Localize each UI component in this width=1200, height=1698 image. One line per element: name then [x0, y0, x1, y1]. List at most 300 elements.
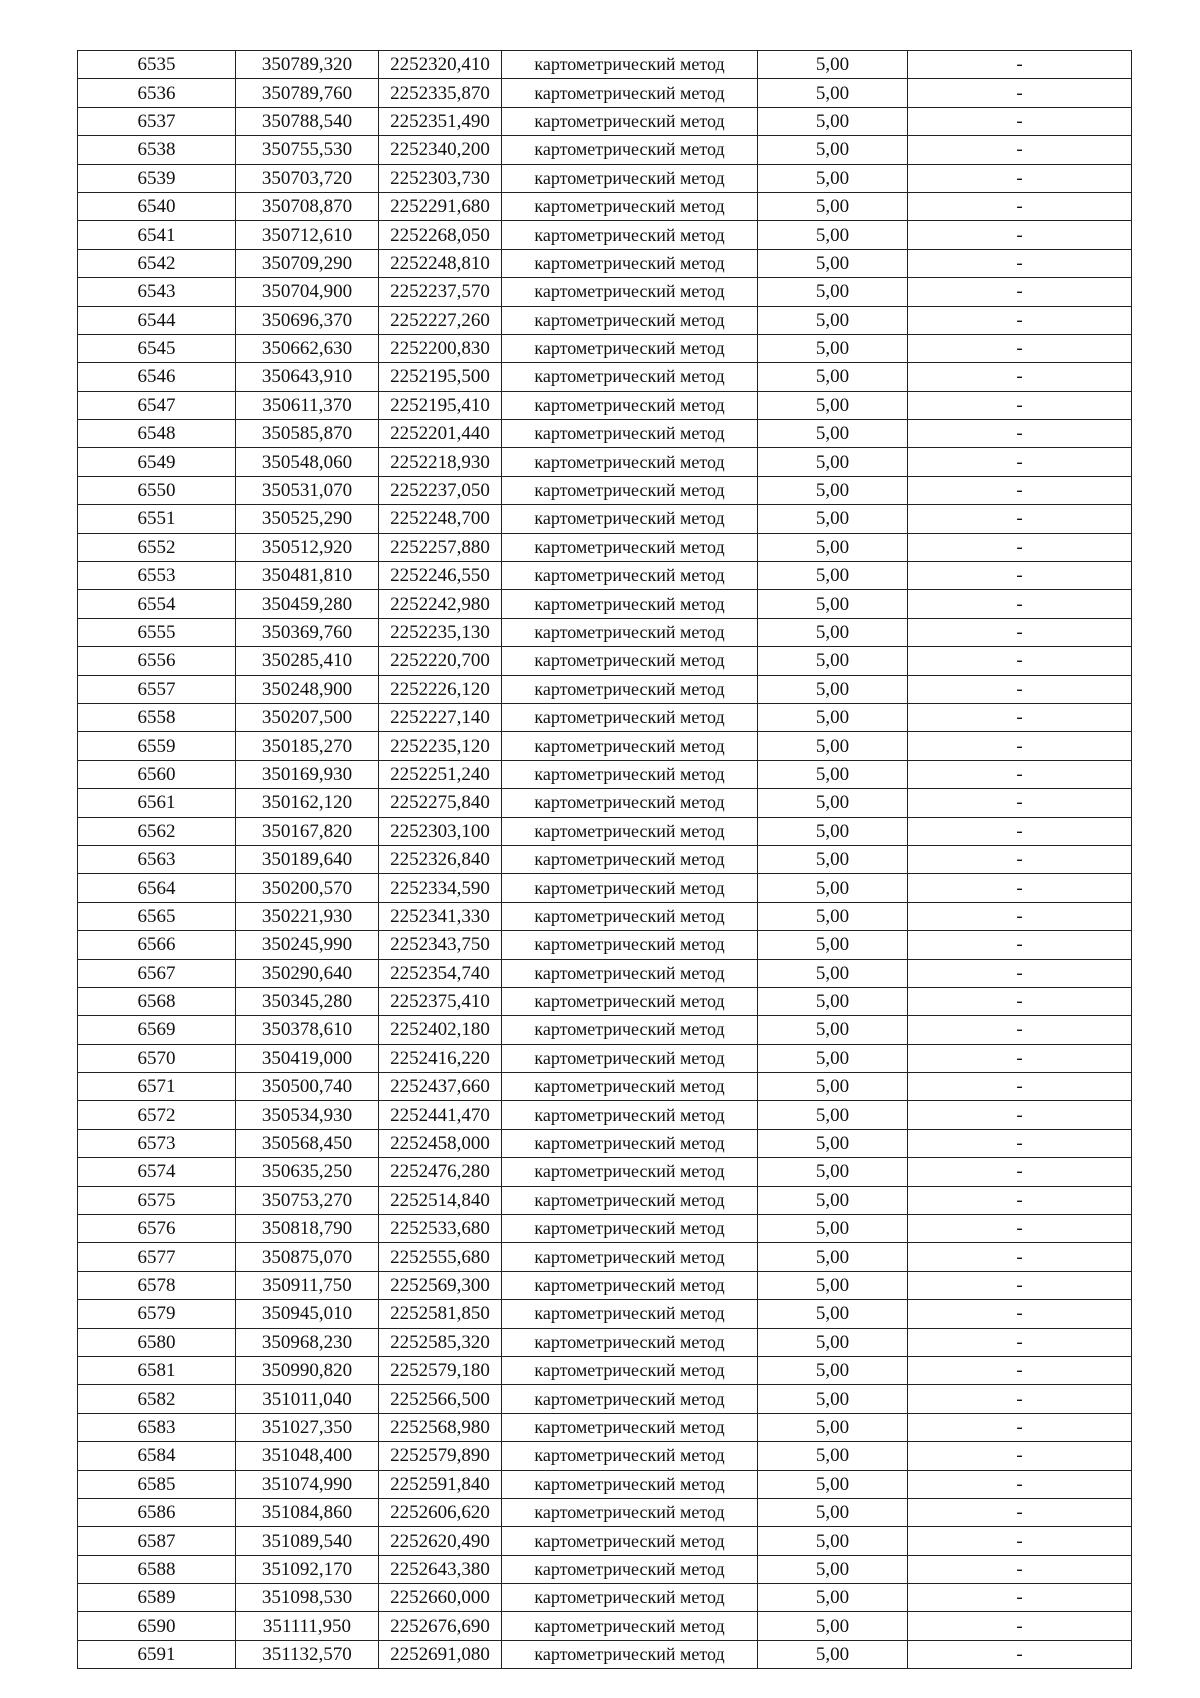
x-coordinate-cell: 350788,540 — [236, 107, 379, 135]
y-coordinate-cell: 2252227,140 — [379, 703, 502, 731]
point-number-cell: 6570 — [78, 1044, 236, 1072]
note-cell: - — [908, 1101, 1132, 1129]
table-row — [78, 221, 1132, 249]
method-cell: картометрический метод — [502, 902, 758, 930]
table-row — [78, 1215, 1132, 1243]
point-number-cell: 6571 — [78, 1073, 236, 1101]
table-row — [78, 249, 1132, 277]
y-coordinate-cell: 2252235,130 — [379, 618, 502, 646]
method-cell: картометрический метод — [502, 1215, 758, 1243]
point-number-cell: 6559 — [78, 732, 236, 760]
point-number-cell: 6591 — [78, 1640, 236, 1668]
y-coordinate-cell: 2252591,840 — [379, 1470, 502, 1498]
method-cell: картометрический метод — [502, 1129, 758, 1157]
point-number-cell: 6564 — [78, 874, 236, 902]
x-coordinate-cell: 350662,630 — [236, 334, 379, 362]
method-cell: картометрический метод — [502, 306, 758, 334]
y-coordinate-cell: 2252218,930 — [379, 448, 502, 476]
table-row — [78, 760, 1132, 788]
accuracy-cell: 5,00 — [758, 192, 908, 220]
method-cell: картометрический метод — [502, 987, 758, 1015]
note-cell: - — [908, 1442, 1132, 1470]
x-coordinate-cell: 350534,930 — [236, 1101, 379, 1129]
accuracy-cell: 5,00 — [758, 1271, 908, 1299]
method-cell: картометрический метод — [502, 647, 758, 675]
note-cell: - — [908, 931, 1132, 959]
method-cell: картометрический метод — [502, 817, 758, 845]
y-coordinate-cell: 2252268,050 — [379, 221, 502, 249]
accuracy-cell: 5,00 — [758, 476, 908, 504]
method-cell: картометрический метод — [502, 448, 758, 476]
method-cell: картометрический метод — [502, 334, 758, 362]
accuracy-cell: 5,00 — [758, 1215, 908, 1243]
accuracy-cell: 5,00 — [758, 1470, 908, 1498]
table-row — [78, 987, 1132, 1015]
note-cell: - — [908, 391, 1132, 419]
x-coordinate-cell: 350207,500 — [236, 703, 379, 731]
x-coordinate-cell: 350755,530 — [236, 136, 379, 164]
x-coordinate-cell: 350712,610 — [236, 221, 379, 249]
x-coordinate-cell: 350945,010 — [236, 1300, 379, 1328]
accuracy-cell: 5,00 — [758, 789, 908, 817]
y-coordinate-cell: 2252201,440 — [379, 420, 502, 448]
method-cell: картометрический метод — [502, 1498, 758, 1526]
y-coordinate-cell: 2252275,840 — [379, 789, 502, 817]
method-cell: картометрический метод — [502, 1385, 758, 1413]
table-row — [78, 1584, 1132, 1612]
method-cell: картометрический метод — [502, 249, 758, 277]
y-coordinate-cell: 2252437,660 — [379, 1073, 502, 1101]
accuracy-cell: 5,00 — [758, 306, 908, 334]
method-cell: картометрический метод — [502, 278, 758, 306]
y-coordinate-cell: 2252643,380 — [379, 1555, 502, 1583]
table-row — [78, 1612, 1132, 1640]
method-cell: картометрический метод — [502, 675, 758, 703]
point-number-cell: 6575 — [78, 1186, 236, 1214]
method-cell: картометрический метод — [502, 1413, 758, 1441]
y-coordinate-cell: 2252303,730 — [379, 164, 502, 192]
method-cell: картометрический метод — [502, 221, 758, 249]
note-cell: - — [908, 278, 1132, 306]
accuracy-cell: 5,00 — [758, 505, 908, 533]
accuracy-cell: 5,00 — [758, 760, 908, 788]
note-cell: - — [908, 590, 1132, 618]
table-row — [78, 164, 1132, 192]
y-coordinate-cell: 2252195,500 — [379, 363, 502, 391]
note-cell: - — [908, 79, 1132, 107]
accuracy-cell: 5,00 — [758, 1129, 908, 1157]
y-coordinate-cell: 2252341,330 — [379, 902, 502, 930]
method-cell: картометрический метод — [502, 1016, 758, 1044]
method-cell: картометрический метод — [502, 136, 758, 164]
note-cell: - — [908, 845, 1132, 873]
point-number-cell: 6580 — [78, 1328, 236, 1356]
accuracy-cell: 5,00 — [758, 1356, 908, 1384]
note-cell: - — [908, 760, 1132, 788]
x-coordinate-cell: 350568,450 — [236, 1129, 379, 1157]
y-coordinate-cell: 2252533,680 — [379, 1215, 502, 1243]
y-coordinate-cell: 2252416,220 — [379, 1044, 502, 1072]
table-row — [78, 845, 1132, 873]
y-coordinate-cell: 2252248,700 — [379, 505, 502, 533]
accuracy-cell: 5,00 — [758, 959, 908, 987]
method-cell: картометрический метод — [502, 51, 758, 79]
accuracy-cell: 5,00 — [758, 1498, 908, 1526]
x-coordinate-cell: 350525,290 — [236, 505, 379, 533]
note-cell: - — [908, 420, 1132, 448]
y-coordinate-cell: 2252691,080 — [379, 1640, 502, 1668]
table-row — [78, 1640, 1132, 1668]
table-row — [78, 448, 1132, 476]
note-cell: - — [908, 363, 1132, 391]
accuracy-cell: 5,00 — [758, 1158, 908, 1186]
method-cell: картометрический метод — [502, 1640, 758, 1668]
x-coordinate-cell: 350548,060 — [236, 448, 379, 476]
table-row — [78, 1470, 1132, 1498]
y-coordinate-cell: 2252375,410 — [379, 987, 502, 1015]
note-cell: - — [908, 1498, 1132, 1526]
x-coordinate-cell: 350285,410 — [236, 647, 379, 675]
note-cell: - — [908, 618, 1132, 646]
note-cell: - — [908, 164, 1132, 192]
accuracy-cell: 5,00 — [758, 902, 908, 930]
method-cell: картометрический метод — [502, 1271, 758, 1299]
table-row — [78, 136, 1132, 164]
method-cell: картометрический метод — [502, 533, 758, 561]
x-coordinate-cell: 350708,870 — [236, 192, 379, 220]
y-coordinate-cell: 2252343,750 — [379, 931, 502, 959]
note-cell: - — [908, 533, 1132, 561]
point-number-cell: 6535 — [78, 51, 236, 79]
x-coordinate-cell: 351132,570 — [236, 1640, 379, 1668]
point-number-cell: 6539 — [78, 164, 236, 192]
method-cell: картометрический метод — [502, 732, 758, 760]
note-cell: - — [908, 1300, 1132, 1328]
y-coordinate-cell: 2252237,570 — [379, 278, 502, 306]
accuracy-cell: 5,00 — [758, 931, 908, 959]
table-row — [78, 675, 1132, 703]
method-cell: картометрический метод — [502, 420, 758, 448]
accuracy-cell: 5,00 — [758, 732, 908, 760]
y-coordinate-cell: 2252248,810 — [379, 249, 502, 277]
method-cell: картометрический метод — [502, 79, 758, 107]
note-cell: - — [908, 647, 1132, 675]
x-coordinate-cell: 350378,610 — [236, 1016, 379, 1044]
note-cell: - — [908, 476, 1132, 504]
accuracy-cell: 5,00 — [758, 874, 908, 902]
accuracy-cell: 5,00 — [758, 249, 908, 277]
method-cell: картометрический метод — [502, 164, 758, 192]
y-coordinate-cell: 2252334,590 — [379, 874, 502, 902]
table-row — [78, 420, 1132, 448]
y-coordinate-cell: 2252606,620 — [379, 1498, 502, 1526]
method-cell: картометрический метод — [502, 789, 758, 817]
method-cell: картометрический метод — [502, 363, 758, 391]
x-coordinate-cell: 350221,930 — [236, 902, 379, 930]
point-number-cell: 6578 — [78, 1271, 236, 1299]
x-coordinate-cell: 351027,350 — [236, 1413, 379, 1441]
y-coordinate-cell: 2252235,120 — [379, 732, 502, 760]
method-cell: картометрический метод — [502, 874, 758, 902]
y-coordinate-cell: 2252351,490 — [379, 107, 502, 135]
accuracy-cell: 5,00 — [758, 164, 908, 192]
accuracy-cell: 5,00 — [758, 1186, 908, 1214]
accuracy-cell: 5,00 — [758, 533, 908, 561]
accuracy-cell: 5,00 — [758, 1640, 908, 1668]
accuracy-cell: 5,00 — [758, 278, 908, 306]
y-coordinate-cell: 2252227,260 — [379, 306, 502, 334]
method-cell: картометрический метод — [502, 959, 758, 987]
y-coordinate-cell: 2252200,830 — [379, 334, 502, 362]
note-cell: - — [908, 1016, 1132, 1044]
note-cell: - — [908, 221, 1132, 249]
point-number-cell: 6588 — [78, 1555, 236, 1583]
table-row — [78, 562, 1132, 590]
x-coordinate-cell: 350709,290 — [236, 249, 379, 277]
x-coordinate-cell: 350189,640 — [236, 845, 379, 873]
table-row — [78, 874, 1132, 902]
method-cell: картометрический метод — [502, 1555, 758, 1583]
point-number-cell: 6546 — [78, 363, 236, 391]
note-cell: - — [908, 562, 1132, 590]
accuracy-cell: 5,00 — [758, 1442, 908, 1470]
x-coordinate-cell: 350162,120 — [236, 789, 379, 817]
note-cell: - — [908, 306, 1132, 334]
note-cell: - — [908, 1385, 1132, 1413]
table-row — [78, 1356, 1132, 1384]
accuracy-cell: 5,00 — [758, 51, 908, 79]
accuracy-cell: 5,00 — [758, 845, 908, 873]
table-row — [78, 902, 1132, 930]
coordinates-table-body — [78, 51, 1132, 1669]
point-number-cell: 6579 — [78, 1300, 236, 1328]
point-number-cell: 6569 — [78, 1016, 236, 1044]
table-row — [78, 1158, 1132, 1186]
accuracy-cell: 5,00 — [758, 675, 908, 703]
table-row — [78, 334, 1132, 362]
point-number-cell: 6551 — [78, 505, 236, 533]
table-row — [78, 1555, 1132, 1583]
note-cell: - — [908, 959, 1132, 987]
point-number-cell: 6548 — [78, 420, 236, 448]
method-cell: картометрический метод — [502, 590, 758, 618]
method-cell: картометрический метод — [502, 192, 758, 220]
accuracy-cell: 5,00 — [758, 448, 908, 476]
point-number-cell: 6555 — [78, 618, 236, 646]
accuracy-cell: 5,00 — [758, 647, 908, 675]
note-cell: - — [908, 1129, 1132, 1157]
method-cell: картометрический метод — [502, 618, 758, 646]
x-coordinate-cell: 350200,570 — [236, 874, 379, 902]
table-row — [78, 1300, 1132, 1328]
x-coordinate-cell: 350968,230 — [236, 1328, 379, 1356]
note-cell: - — [908, 51, 1132, 79]
note-cell: - — [908, 1158, 1132, 1186]
note-cell: - — [908, 732, 1132, 760]
accuracy-cell: 5,00 — [758, 1073, 908, 1101]
table-row — [78, 107, 1132, 135]
point-number-cell: 6567 — [78, 959, 236, 987]
y-coordinate-cell: 2252335,870 — [379, 79, 502, 107]
method-cell: картометрический метод — [502, 562, 758, 590]
table-row — [78, 1243, 1132, 1271]
point-number-cell: 6550 — [78, 476, 236, 504]
x-coordinate-cell: 351074,990 — [236, 1470, 379, 1498]
point-number-cell: 6573 — [78, 1129, 236, 1157]
y-coordinate-cell: 2252585,320 — [379, 1328, 502, 1356]
x-coordinate-cell: 350789,320 — [236, 51, 379, 79]
point-number-cell: 6543 — [78, 278, 236, 306]
y-coordinate-cell: 2252476,280 — [379, 1158, 502, 1186]
table-row — [78, 505, 1132, 533]
method-cell: картометрический метод — [502, 1158, 758, 1186]
x-coordinate-cell: 351092,170 — [236, 1555, 379, 1583]
point-number-cell: 6554 — [78, 590, 236, 618]
x-coordinate-cell: 350345,280 — [236, 987, 379, 1015]
y-coordinate-cell: 2252251,240 — [379, 760, 502, 788]
table-row — [78, 1186, 1132, 1214]
x-coordinate-cell: 350696,370 — [236, 306, 379, 334]
y-coordinate-cell: 2252320,410 — [379, 51, 502, 79]
x-coordinate-cell: 350290,640 — [236, 959, 379, 987]
table-row — [78, 51, 1132, 79]
x-coordinate-cell: 350531,070 — [236, 476, 379, 504]
y-coordinate-cell: 2252237,050 — [379, 476, 502, 504]
point-number-cell: 6583 — [78, 1413, 236, 1441]
point-number-cell: 6560 — [78, 760, 236, 788]
method-cell: картометрический метод — [502, 391, 758, 419]
point-number-cell: 6552 — [78, 533, 236, 561]
point-number-cell: 6561 — [78, 789, 236, 817]
x-coordinate-cell: 350703,720 — [236, 164, 379, 192]
method-cell: картометрический метод — [502, 1470, 758, 1498]
table-row — [78, 306, 1132, 334]
x-coordinate-cell: 350818,790 — [236, 1215, 379, 1243]
y-coordinate-cell: 2252402,180 — [379, 1016, 502, 1044]
table-row — [78, 476, 1132, 504]
point-number-cell: 6544 — [78, 306, 236, 334]
table-row — [78, 1073, 1132, 1101]
accuracy-cell: 5,00 — [758, 107, 908, 135]
method-cell: картометрический метод — [502, 1584, 758, 1612]
accuracy-cell: 5,00 — [758, 590, 908, 618]
note-cell: - — [908, 192, 1132, 220]
point-number-cell: 6547 — [78, 391, 236, 419]
method-cell: картометрический метод — [502, 107, 758, 135]
table-row — [78, 789, 1132, 817]
point-number-cell: 6577 — [78, 1243, 236, 1271]
method-cell: картометрический метод — [502, 1442, 758, 1470]
y-coordinate-cell: 2252620,490 — [379, 1527, 502, 1555]
accuracy-cell: 5,00 — [758, 1584, 908, 1612]
note-cell: - — [908, 1527, 1132, 1555]
point-number-cell: 6557 — [78, 675, 236, 703]
y-coordinate-cell: 2252581,850 — [379, 1300, 502, 1328]
point-number-cell: 6581 — [78, 1356, 236, 1384]
point-number-cell: 6568 — [78, 987, 236, 1015]
table-row — [78, 1271, 1132, 1299]
table-row — [78, 931, 1132, 959]
y-coordinate-cell: 2252568,980 — [379, 1413, 502, 1441]
table-row — [78, 1527, 1132, 1555]
x-coordinate-cell: 350500,740 — [236, 1073, 379, 1101]
note-cell: - — [908, 334, 1132, 362]
note-cell: - — [908, 874, 1132, 902]
point-number-cell: 6558 — [78, 703, 236, 731]
method-cell: картометрический метод — [502, 1300, 758, 1328]
accuracy-cell: 5,00 — [758, 420, 908, 448]
y-coordinate-cell: 2252579,890 — [379, 1442, 502, 1470]
x-coordinate-cell: 350753,270 — [236, 1186, 379, 1214]
y-coordinate-cell: 2252257,880 — [379, 533, 502, 561]
table-row — [78, 1413, 1132, 1441]
table-row — [78, 363, 1132, 391]
point-number-cell: 6563 — [78, 845, 236, 873]
accuracy-cell: 5,00 — [758, 221, 908, 249]
accuracy-cell: 5,00 — [758, 1555, 908, 1583]
method-cell: картометрический метод — [502, 1186, 758, 1214]
point-number-cell: 6541 — [78, 221, 236, 249]
method-cell: картометрический метод — [502, 703, 758, 731]
method-cell: картометрический метод — [502, 1243, 758, 1271]
y-coordinate-cell: 2252579,180 — [379, 1356, 502, 1384]
y-coordinate-cell: 2252569,300 — [379, 1271, 502, 1299]
table-row — [78, 1129, 1132, 1157]
accuracy-cell: 5,00 — [758, 1243, 908, 1271]
x-coordinate-cell: 350990,820 — [236, 1356, 379, 1384]
table-row — [78, 647, 1132, 675]
x-coordinate-cell: 351011,040 — [236, 1385, 379, 1413]
table-row — [78, 533, 1132, 561]
y-coordinate-cell: 2252458,000 — [379, 1129, 502, 1157]
x-coordinate-cell: 350635,250 — [236, 1158, 379, 1186]
point-number-cell: 6585 — [78, 1470, 236, 1498]
method-cell: картометрический метод — [502, 760, 758, 788]
note-cell: - — [908, 1271, 1132, 1299]
table-row — [78, 1498, 1132, 1526]
x-coordinate-cell: 350704,900 — [236, 278, 379, 306]
note-cell: - — [908, 1470, 1132, 1498]
accuracy-cell: 5,00 — [758, 1016, 908, 1044]
x-coordinate-cell: 351098,530 — [236, 1584, 379, 1612]
point-number-cell: 6584 — [78, 1442, 236, 1470]
note-cell: - — [908, 1215, 1132, 1243]
y-coordinate-cell: 2252340,200 — [379, 136, 502, 164]
x-coordinate-cell: 350167,820 — [236, 817, 379, 845]
accuracy-cell: 5,00 — [758, 1385, 908, 1413]
accuracy-cell: 5,00 — [758, 391, 908, 419]
note-cell: - — [908, 675, 1132, 703]
y-coordinate-cell: 2252566,500 — [379, 1385, 502, 1413]
point-number-cell: 6589 — [78, 1584, 236, 1612]
note-cell: - — [908, 1328, 1132, 1356]
note-cell: - — [908, 1612, 1132, 1640]
point-number-cell: 6553 — [78, 562, 236, 590]
accuracy-cell: 5,00 — [758, 817, 908, 845]
x-coordinate-cell: 350459,280 — [236, 590, 379, 618]
point-number-cell: 6538 — [78, 136, 236, 164]
accuracy-cell: 5,00 — [758, 1527, 908, 1555]
accuracy-cell: 5,00 — [758, 363, 908, 391]
accuracy-cell: 5,00 — [758, 136, 908, 164]
table-row — [78, 959, 1132, 987]
table-row — [78, 817, 1132, 845]
note-cell: - — [908, 1555, 1132, 1583]
point-number-cell: 6545 — [78, 334, 236, 362]
table-row — [78, 1442, 1132, 1470]
x-coordinate-cell: 350585,870 — [236, 420, 379, 448]
note-cell: - — [908, 703, 1132, 731]
